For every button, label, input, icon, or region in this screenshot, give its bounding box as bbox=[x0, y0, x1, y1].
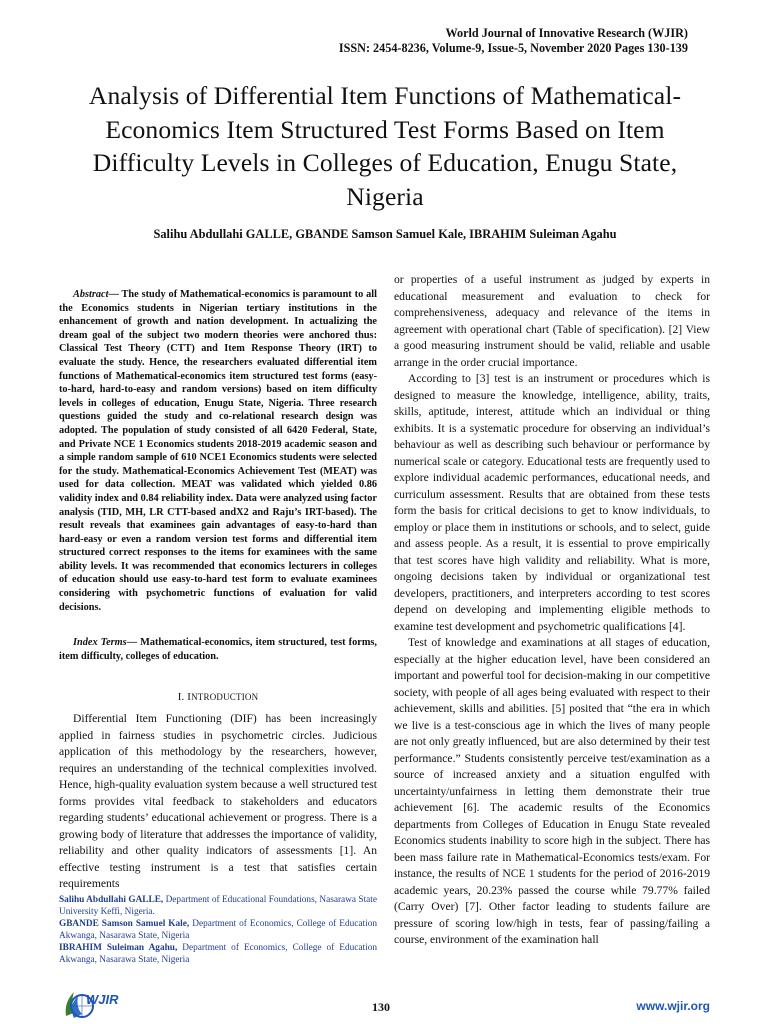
introduction-body-right bbox=[394, 272, 710, 949]
page-number: 130 bbox=[372, 1000, 390, 1014]
logo-text: WJIR bbox=[86, 992, 119, 1007]
affiliation-item bbox=[59, 894, 377, 918]
section-first-letter: I bbox=[187, 691, 192, 703]
journal-issn: ISSN: 2454-8236, Volume-9, Issue-5, November 2020 Pages 130-139 bbox=[338, 41, 688, 55]
introduction-body-left bbox=[59, 711, 377, 893]
paragraph: or properties of a useful instrument as judged by experts in educational measurement and evaluation to check for comprehensiveness, adequacy and relevance of the items in agreement with operational chart (Table of specification). [2] View a good measuring instrument should be valid, reliable and usable arrange in the order crucial importance. bbox=[394, 273, 710, 369]
index-terms-dash: — bbox=[126, 637, 141, 648]
affiliation-name: Salihu Abdullahi GALLE, bbox=[59, 895, 164, 905]
affiliation-name: IBRAHIM Suleiman Agahu, bbox=[59, 943, 178, 953]
paper-authors: Salihu Abdullahi GALLE, GBANDE Samson Samuel Kale, IBRAHIM Suleiman Agahu bbox=[153, 227, 617, 241]
journal-name: World Journal of Innovative Research (WJIR) bbox=[445, 26, 688, 40]
abstract bbox=[59, 288, 377, 614]
paragraph: According to [3] test is an instrument or procedures which is designed to measure the knowledge, intelligence, ability, traits, skills, aptitude, interest, attitude which an individual or thing exhibits. It is a systematic procedure for observing an individual’s behaviour as well as describing such behaviour or performance by numerical scale or category. Educational tests are frequently used to explore individual academic performances, educational needs, and curriculum assessment. Results that are obtained from these tests form the basis for critical decisions to get to know individuals, to employ or place them in institutions or schools, and to select, guide and assess people. As a result, it is essential to prove empirically that test scores have high validity and reliability. What is more, ongoing decisions taken by individual or organizational test developers, practitioners, and interpreters according to test scores depend on developing and implementing eligible methods to examine test development and psychometric qualifications [4]. bbox=[394, 372, 710, 633]
affiliation-dept: Department of Economics, College of Education Akwanga, Nasarawa State, Nigeria bbox=[59, 919, 377, 941]
paragraph: Differential Item Functioning (DIF) has been increasingly applied in fairness studies in psychometric circles. Judicious application of this methodology by the researchers, however, requires an understanding of the technical complexities involved. Hence, high-quality evaluation system because a well structured test forms provides vital feedback to stakeholders and educators regarding students’ educational achievement or progress. There is a growing body of literature that addresses the importance of validity, reliability and other quality indicators of assessments [1]. An effective testing instrument is a test that satisfies certain requirements bbox=[59, 712, 377, 890]
paragraph: Test of knowledge and examinations at all stages of education, especially at the higher education level, have been considered an important and powerful tool for decision-making in our competitive society, with people of all ages being evaluated with respect to their achievement, skills and abilities. [5] posited that “the era in which we live is a test-conscious age in which the lives of many people are not only greatly influenced, but are also determined by their test performance.” Students consistently perceive test/examination as a source of increased anxiety and a situation engulfed with uncertainty/unfairness in letting them demonstrate their true achievement [6]. The academic results of the Economics departments from Colleges of Education in Enugu State revealed Economics students inability to score high in the subject. There has been mass failure rate in Mathematical-Economics tests/exam. For instance, the results of NCE 1 students for the period of 2016-2019 academic years, 20.23% passed the course while 79.77% failed (Carry Over) [7]. Other factor leading to students failure are pressure of scoring low/high in tests, fear of passing/failing a course, environment of the examination hall bbox=[394, 636, 710, 946]
affiliation-name: GBANDE Samson Samuel Kale, bbox=[59, 919, 190, 929]
index-terms-text: Mathematical-economics, item structured, test forms, item difficulty, colleges of education. bbox=[59, 637, 377, 662]
paper-title: Analysis of Differential Item Functions of Mathematical-Economics Item Structured Test Forms Based on Item Difficulty Levels in Colleges of Education, Enugu State, Nigeria bbox=[88, 81, 682, 211]
affiliation-dept: Department of Economics, College of Education Akwanga, Nasarawa State, Nigeria bbox=[59, 943, 377, 965]
index-terms bbox=[59, 636, 377, 663]
section-numeral: I. bbox=[177, 691, 185, 703]
abstract-text: The study of Mathematical-economics is paramount to all the Economics students in Nigerian tertiary institutions in the enhancement of growth and nation development. In actualizing the dream goal of the subject two modern theories were anchored thus: Classical Test Theory (CTT) and Item Response Theory (IRT) to evaluate the study. Hence, the researchers evaluated differential item functions of Mathematical-economics item structured test forms (easy-to-hard, hard-to-easy and random versions) based on item difficulty levels in colleges of education, Enugu State, Nigeria. Three research questions guided the study and co-relational research design was adopted. The population of study consisted of all 6420 Federal, State, and Private NCE 1 Economics students 2018-2019 academic season and a simple random sample of 610 NCE1 Economics students were selected for the study. Mathematical-Economics Achievement Test (MEAT) was used for data collection. MEAT was validated which yielded 0.86 validity index and 0.84 reliability index. Data were analyzed using factor analysis (TID, MH, LR CTT-based andX2 and Raju’s IRT-based). The result reveals that examinees gain advantages of easy-to-hard than hard-easy or even a random version test forms and differential item structured correct responses to the items for examinees with the same ability levels. It was recommended that economics lecturers in colleges of education should use easy-to-hard test form to evaluate examinees considering with psychometric functions of evaluation for valid decisions. bbox=[59, 289, 377, 613]
section-heading-introduction bbox=[59, 691, 377, 703]
section-title-rest: NTRODUCTION bbox=[191, 692, 259, 702]
affiliation-item bbox=[59, 942, 377, 966]
author-affiliations bbox=[59, 894, 377, 966]
journal-url-link[interactable]: www.wjir.org bbox=[636, 999, 710, 1013]
affiliation-dept: Department of Educational Foundations, Nasarawa State University Keffi, Nigeria. bbox=[59, 895, 377, 917]
abstract-dash: — bbox=[108, 289, 122, 300]
index-terms-label: Index Terms bbox=[73, 637, 127, 648]
journal-header bbox=[339, 26, 688, 56]
affiliation-item bbox=[59, 918, 377, 942]
abstract-label: Abstract bbox=[73, 289, 109, 300]
